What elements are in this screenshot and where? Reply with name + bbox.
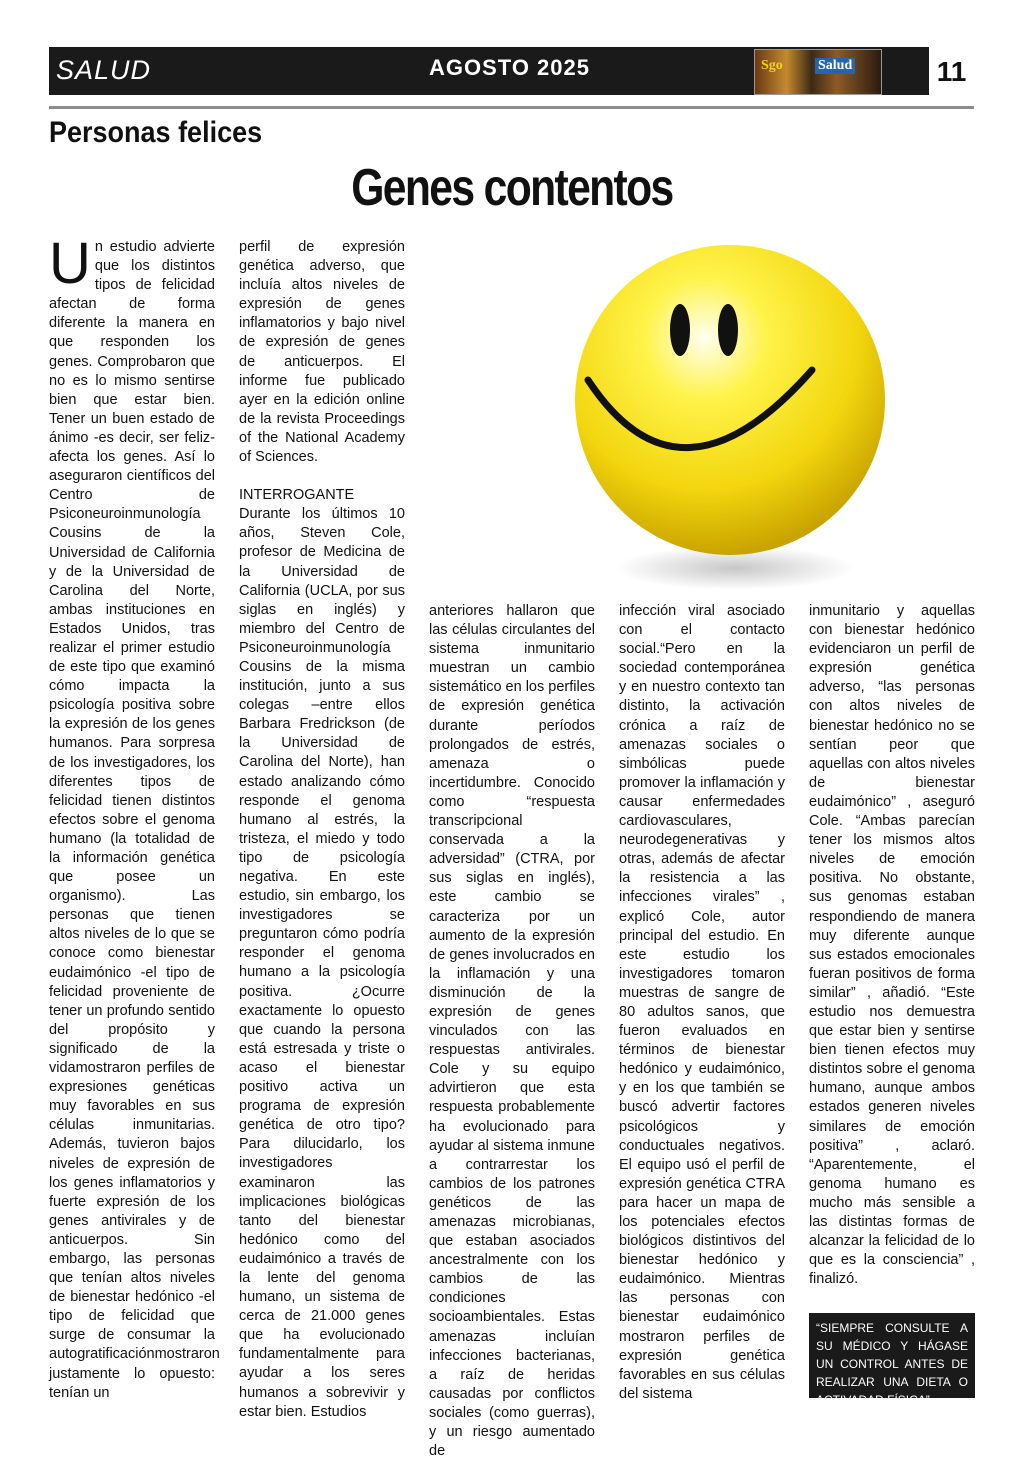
column-2-text-2: Durante los últimos 10 años, Steven Cole, profesor de Medicina de la Universidad de California (UCLA, por sus siglas en inglés) y miembro del Centro de Psiconeuroinmunología Cousins de la misma institución, junto a sus colegas –entre ellos Barbara Fredrickson (de la Universidad de Carolina del Norte), han estado analizando cómo responde el genoma humano al estrés, la tristeza, el miedo y todo tipo de psicología negativa. En este estudio, sin embargo, los investigadores se preguntaron cómo podría responder el genoma humano a la psicología positiva. ¿Ocurre exactamente lo opuesto que cuando la persona está estresada y triste o acaso el bienestar positivo activa un programa de expresión genética de otro tipo? Para dilucidarlo, los investigadores examinaron las implicaciones biológicas tanto del bienestar hedónico como del eudaimónico a través de la lente del genoma humano, un sistema de cerca de 21.000 genes que ha evolucionado fundamentalmente para ayudar a los seres humanos a sobrevivir y estar bien. Estudios [239,506,405,1420]
page-number: 11 [936,56,967,87]
brand-logo [754,49,882,95]
smiley-right-eye [718,304,738,356]
article-column-2 [239,238,405,1422]
article-column-5 [809,602,975,1289]
header-divider [49,106,974,109]
article-kicker: Personas felices [49,116,263,149]
logo-text-right: Salud [815,58,855,74]
column-3-text: anteriores hallaron que las células circulantes del sistema inmunitario muestran un cambio sistemático en los perfiles de expresión genética durante períodos prolongados de estrés, amenaza o incertidumbre. Conocido como “respuesta transcripcional conservada a la adversidad” (CTRA, por sus siglas en inglés), este cambio se caracteriza por un aumento de la expresión de genes involucrados en la inflamación y una disminución de la expresión de genes vinculados con las respuestas antivirales. Cole y su equipo advirtieron que esta respuesta probablemente ha evolucionado para ayudar al sistema inmune a contrarrestar los cambios de los patrones genéticos de las amenazas microbianas, que estaban asociados ancestralmente con los cambios de las condiciones socioambientales. Estas amenazas incluían infecciones bacterianas, a raíz de heridas causadas por conflictos sociales (como guerras), y un riesgo aumentado de [429,603,596,1460]
article-title [0,158,1024,218]
column-2-text-1: perfil de expresión genética adverso, que incluía altos niveles de expresión de genes inflamatorios y bajo nivel de expresión de genes de anticuerpos. El informe fue publicado ayer en la edición online de la revista Proceedings of the National Academy of Sciences. [239,239,405,466]
issue-date: AGOSTO 2025 [429,55,590,80]
article-column-4 [619,602,785,1404]
page-header [49,47,974,95]
article-column-3 [429,602,595,1461]
column-4-text: infección viral asociado con el contacto social.“Pero en la sociedad contemporánea y en nuestro contexto tan distinto, la activación crónica a raíz de amenazas sociales o simbólicas puede promover la inflamación y causar enfermedades cardiovasculares, neurodegenerativas y otras, además de afectar la resistencia a las infecciones virales” , explicó Cole, autor principal del estudio. En este estudio los investigadores tomaron muestras de sangre de 80 adultos sanos, que fueron evaluados en términos de bienestar hedónico y eudaimónico, y en los que también se buscó advertir factores psicológicos y conductuales negativos. El equipo usó el perfil de expresión genética CTRA para hacer un mapa de los potenciales efectos biológicos distintivos del bienestar hedónico y eudaimónico. Mientras las personas con bienestar eudaimónico mostraron perfiles de expresión genética favorables en sus células del sistema [619,603,785,1402]
logo-text-left: Sgo [761,58,783,73]
smiley-face [575,245,885,555]
subheading: INTERROGANTE [239,487,355,504]
medical-advice-box: “SIEMPRE CONSULTE A SU MÉDICO Y HÁGASE UN CONTROL ANTES DE REALIZAR UNA DIETA O ACTIVADAD FÍSICA” [809,1313,975,1398]
drop-cap: U [49,231,91,296]
page-number-box [929,47,974,95]
smiley-left-eye [670,304,690,356]
column-1-text: n estudio advierte que los distintos tipos de felicidad afectan de forma diferente la manera en que responden los genes. Comprobaron que no es lo mismo sentirse bien que estar bien. Tener un buen estado de ánimo -es decir, ser feliz- afecta los genes. Así lo aseguraron científicos del Centro de Psiconeuroinmunología Cousins de la Universidad de California y de la Universidad de Carolina del Norte, ambas instituciones en Estados Unidos, tras realizar el primer estudio de este tipo que examinó cómo impacta la psicología positiva sobre la expresión de los genes humanos. Para sorpresa de los investigadores, los diferentes tipos de felicidad tienen distintos efectos sobre el genoma humano (la totalidad de la información genética que posee un organismo). Las personas que tienen altos niveles de lo que se conoce como bienestar eudaimónico -el tipo de felicidad proveniente de tener un profundo sentido del propósito y significado de la vidamostraron perfiles de expresiones genéticas muy favorables en sus células inmunitarias. Además, tuvieron bajos niveles de expresión de los genes inflamatorios y fuerte expresión de los genes antivirales y de anticuerpos. Sin embargo, las personas que tenían altos niveles de bienestar hedónico -el tipo de felicidad que surge de consumar la autogratificaciónmostraron justamente lo opuesto: tenían un [49,239,220,1401]
article-paragraph [49,231,220,1403]
section-label: SALUD [56,55,152,85]
column-5-text: inmunitario y aquellas con bienestar hedónico evidenciaron un perfil de expresión genética adverso, “las personas con altos niveles de bienestar hedónico no se sentían peor que aquellas con altos niveles de bienestar eudaimónico” , aseguró Cole. “Ambas parecían tener los mismos altos niveles de emoción positiva. No obstante, sus genomas estaban respondiendo de manera muy diferente aunque sus estados emocionales fueran positivos de forma similar” , añadió. “Este estudio nos demuestra que estar bien y sentirse bien tienen efectos muy distintos sobre el genoma humano, aunque ambos estados generen niveles similares de emoción positiva” , aclaró. “Aparentemente, el genoma humano es mucho más sensible a las distintas formas de alcanzar la felicidad de lo que es la consciencia” , finalizó. [809,603,975,1288]
article-title-text: Genes contentos [351,159,673,217]
article-column-1 [49,231,220,1403]
smiley-face-image [540,230,920,610]
